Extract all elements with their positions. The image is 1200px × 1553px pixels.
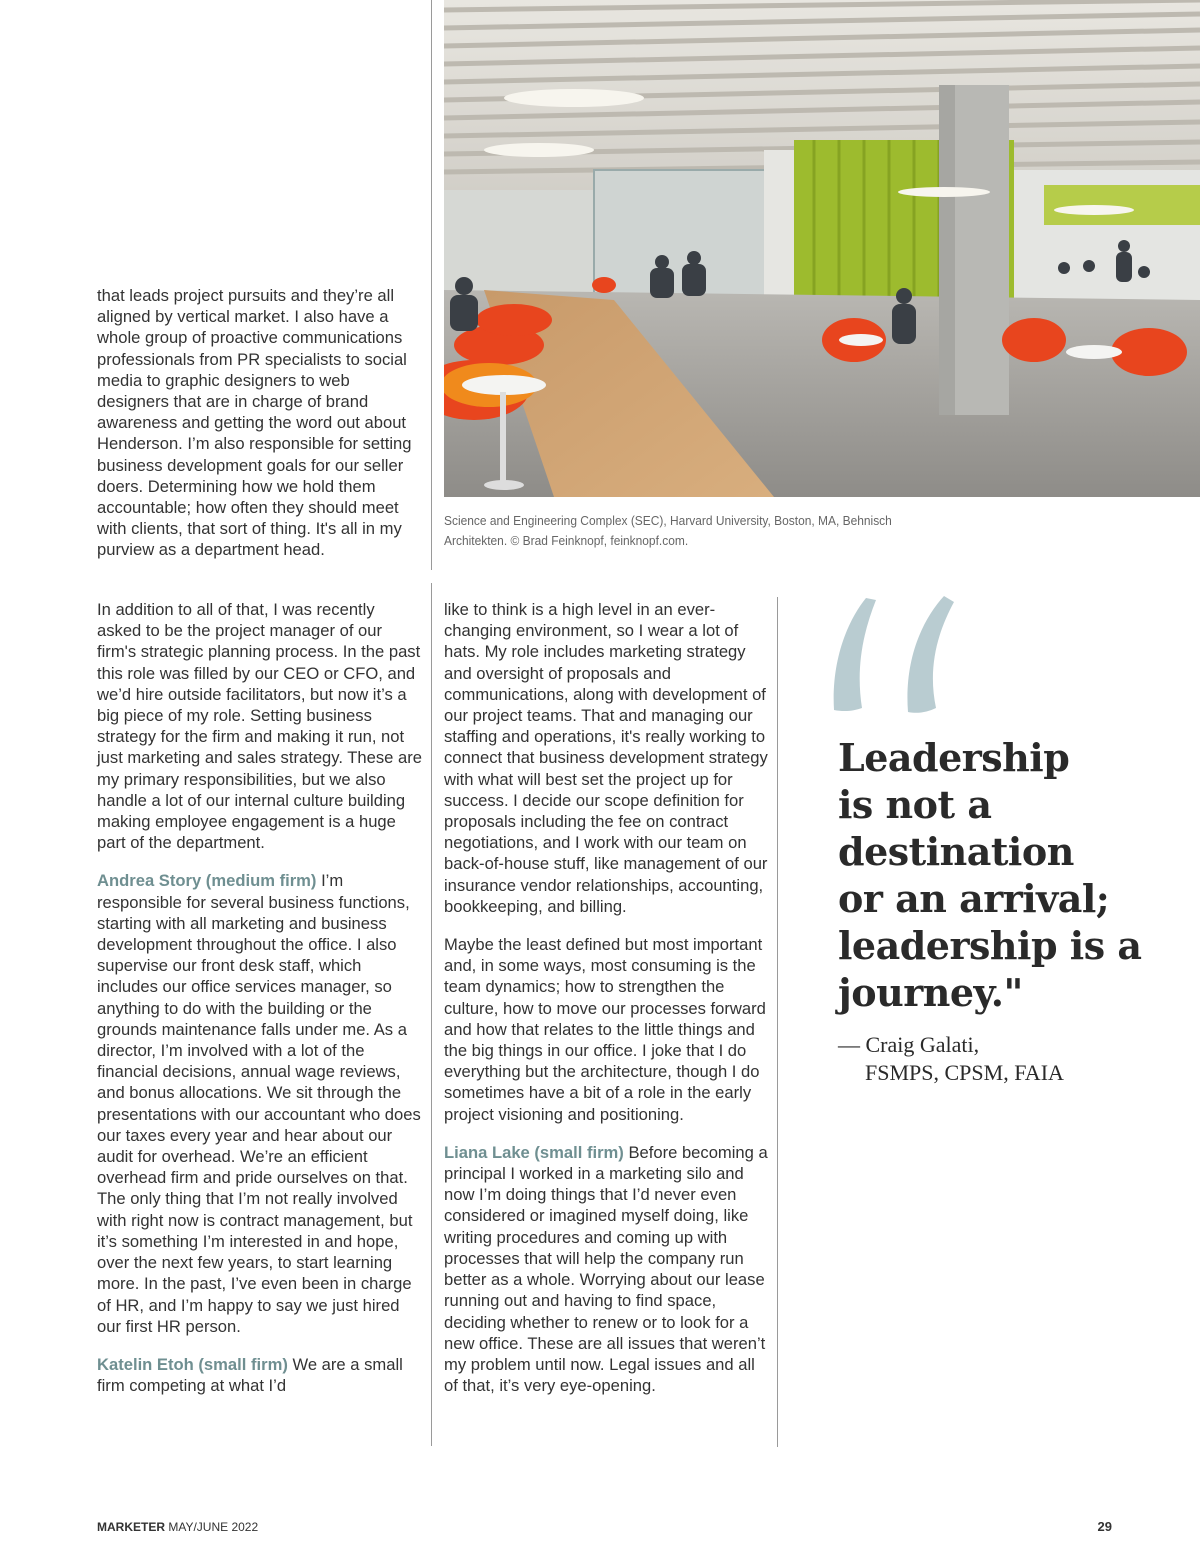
- speaker-name: Liana Lake (small firm): [444, 1142, 624, 1162]
- paragraph: Maybe the least defined but most important and, in some ways, most consuming is the team dynamics; how to strengthen the culture, how to move our processes forward and how that relates to the little things and the big things in our office. I joke that I do everything but the architecture, though I do sometimes have a bit of a role in the early project visioning and positioning.: [444, 935, 766, 1124]
- paragraph: like to think is a high level in an ever-changing environment, so I wear a lot of hats. My role includes marketing strategy and oversight of proposals and communications, along with development of our project teams. That and managing our staffing and operations, it's really working to connect that business development strategy with what will best set the project up for success. I decide our scope definition for proposals including the fee on contract negotiations, and I work with our team on back-of-house stuff, like management of our insurance vendor relationships, accounting, bookkeeping, and billing.: [444, 600, 768, 916]
- page-number: 29: [1097, 1519, 1112, 1534]
- quote-attribution: [838, 1031, 1168, 1087]
- paragraph-andrea: [97, 870, 422, 1336]
- speaker-name: Katelin Etoh (small firm): [97, 1354, 288, 1374]
- office-photo-illustration: [444, 0, 1200, 497]
- issue-date: MAY/JUNE 2022: [165, 1520, 259, 1534]
- photo-caption: Science and Engineering Complex (SEC), Harvard University, Boston, MA, Behnisch Architekten. © Brad Feinknopf, feinknopf.com.: [444, 513, 892, 548]
- column-divider: [777, 597, 778, 1447]
- paragraph: In addition to all of that, I was recently asked to be the project manager of our firm's strategic planning process. In the past this role was filled by our CEO or CFO, and we’d hire outside facilitators, but now it’s a big piece of my role. Setting business strategy for the firm and making it run, not just marketing and sales strategy. These are my primary responsibilities, but we also handle a lot of our internal culture building making employee engagement is a huge part of the department.: [97, 600, 422, 853]
- paragraph-liana: [444, 1142, 769, 1396]
- column-divider: [431, 583, 432, 1446]
- article-column-1-top: [97, 285, 422, 578]
- speaker-name: Andrea Story (medium firm): [97, 871, 317, 891]
- office-photo: [444, 0, 1200, 497]
- attribution-credentials: FSMPS, CPSM, FAIA: [865, 1060, 1064, 1085]
- magazine-name: MARKETER: [97, 1520, 165, 1534]
- pull-quote: Leadership is not a destination or an arrival; leadership is a journey.": [838, 735, 1142, 1015]
- article-column-2: [444, 599, 769, 1413]
- paragraph-text: I’m responsible for several business functions, starting with all marketing and business development throughout the office. I also supervise our front desk staff, which includes our office services manager, so anything to do with the building or the grounds maintenance falls under me. As a director, I’m involved with a lot of the financial decisions, annual wage reviews, and bonus allocations. We sit through the presentations with our accountant who does our taxes every year and hear about our audit for overhead. We’re an efficient overhead firm and pride ourselves on that. The only thing that I’m not really involved with right now is contract management, but it’s something I’m interested in and hope, over the next few years, to start learning more. In the past, I’ve even been in charge of HR, and I’m happy to say we just hired our first HR person.: [97, 871, 421, 1336]
- footer-issue: [97, 1520, 258, 1534]
- article-column-1: [97, 599, 422, 1413]
- paragraph-text: Before becoming a principal I worked in a marketing silo and now I’m doing things that I’d never even considered or imagined myself doing, like writing procedures and coming up with processes that will help the company run better as a whole. Worrying about our lease running out and having to find space, deciding whether to renew or to look for a new office. These are all issues that weren’t my problem until now. Legal issues and all of that, it’s very eye-opening.: [444, 1142, 768, 1396]
- paragraph: that leads project pursuits and they’re all aligned by vertical market. I also have a whole group of proactive communications professionals from PR specialists to social media to graphic designers to web designers that are in charge of brand awareness and getting the word out about Henderson. I’m also responsible for setting business development goals for our seller doers. Determining how we hold them accountable; how often they should meet with clients, that sort of thing. It's all in my purview as a department head.: [97, 286, 412, 560]
- attribution-name: — Craig Galati,: [838, 1032, 980, 1057]
- paragraph-text: We are a small firm competing at what I’d: [97, 1354, 403, 1396]
- paragraph-katelin: [97, 1354, 422, 1396]
- quote-mark-icon: [826, 590, 986, 720]
- column-divider: [431, 0, 432, 570]
